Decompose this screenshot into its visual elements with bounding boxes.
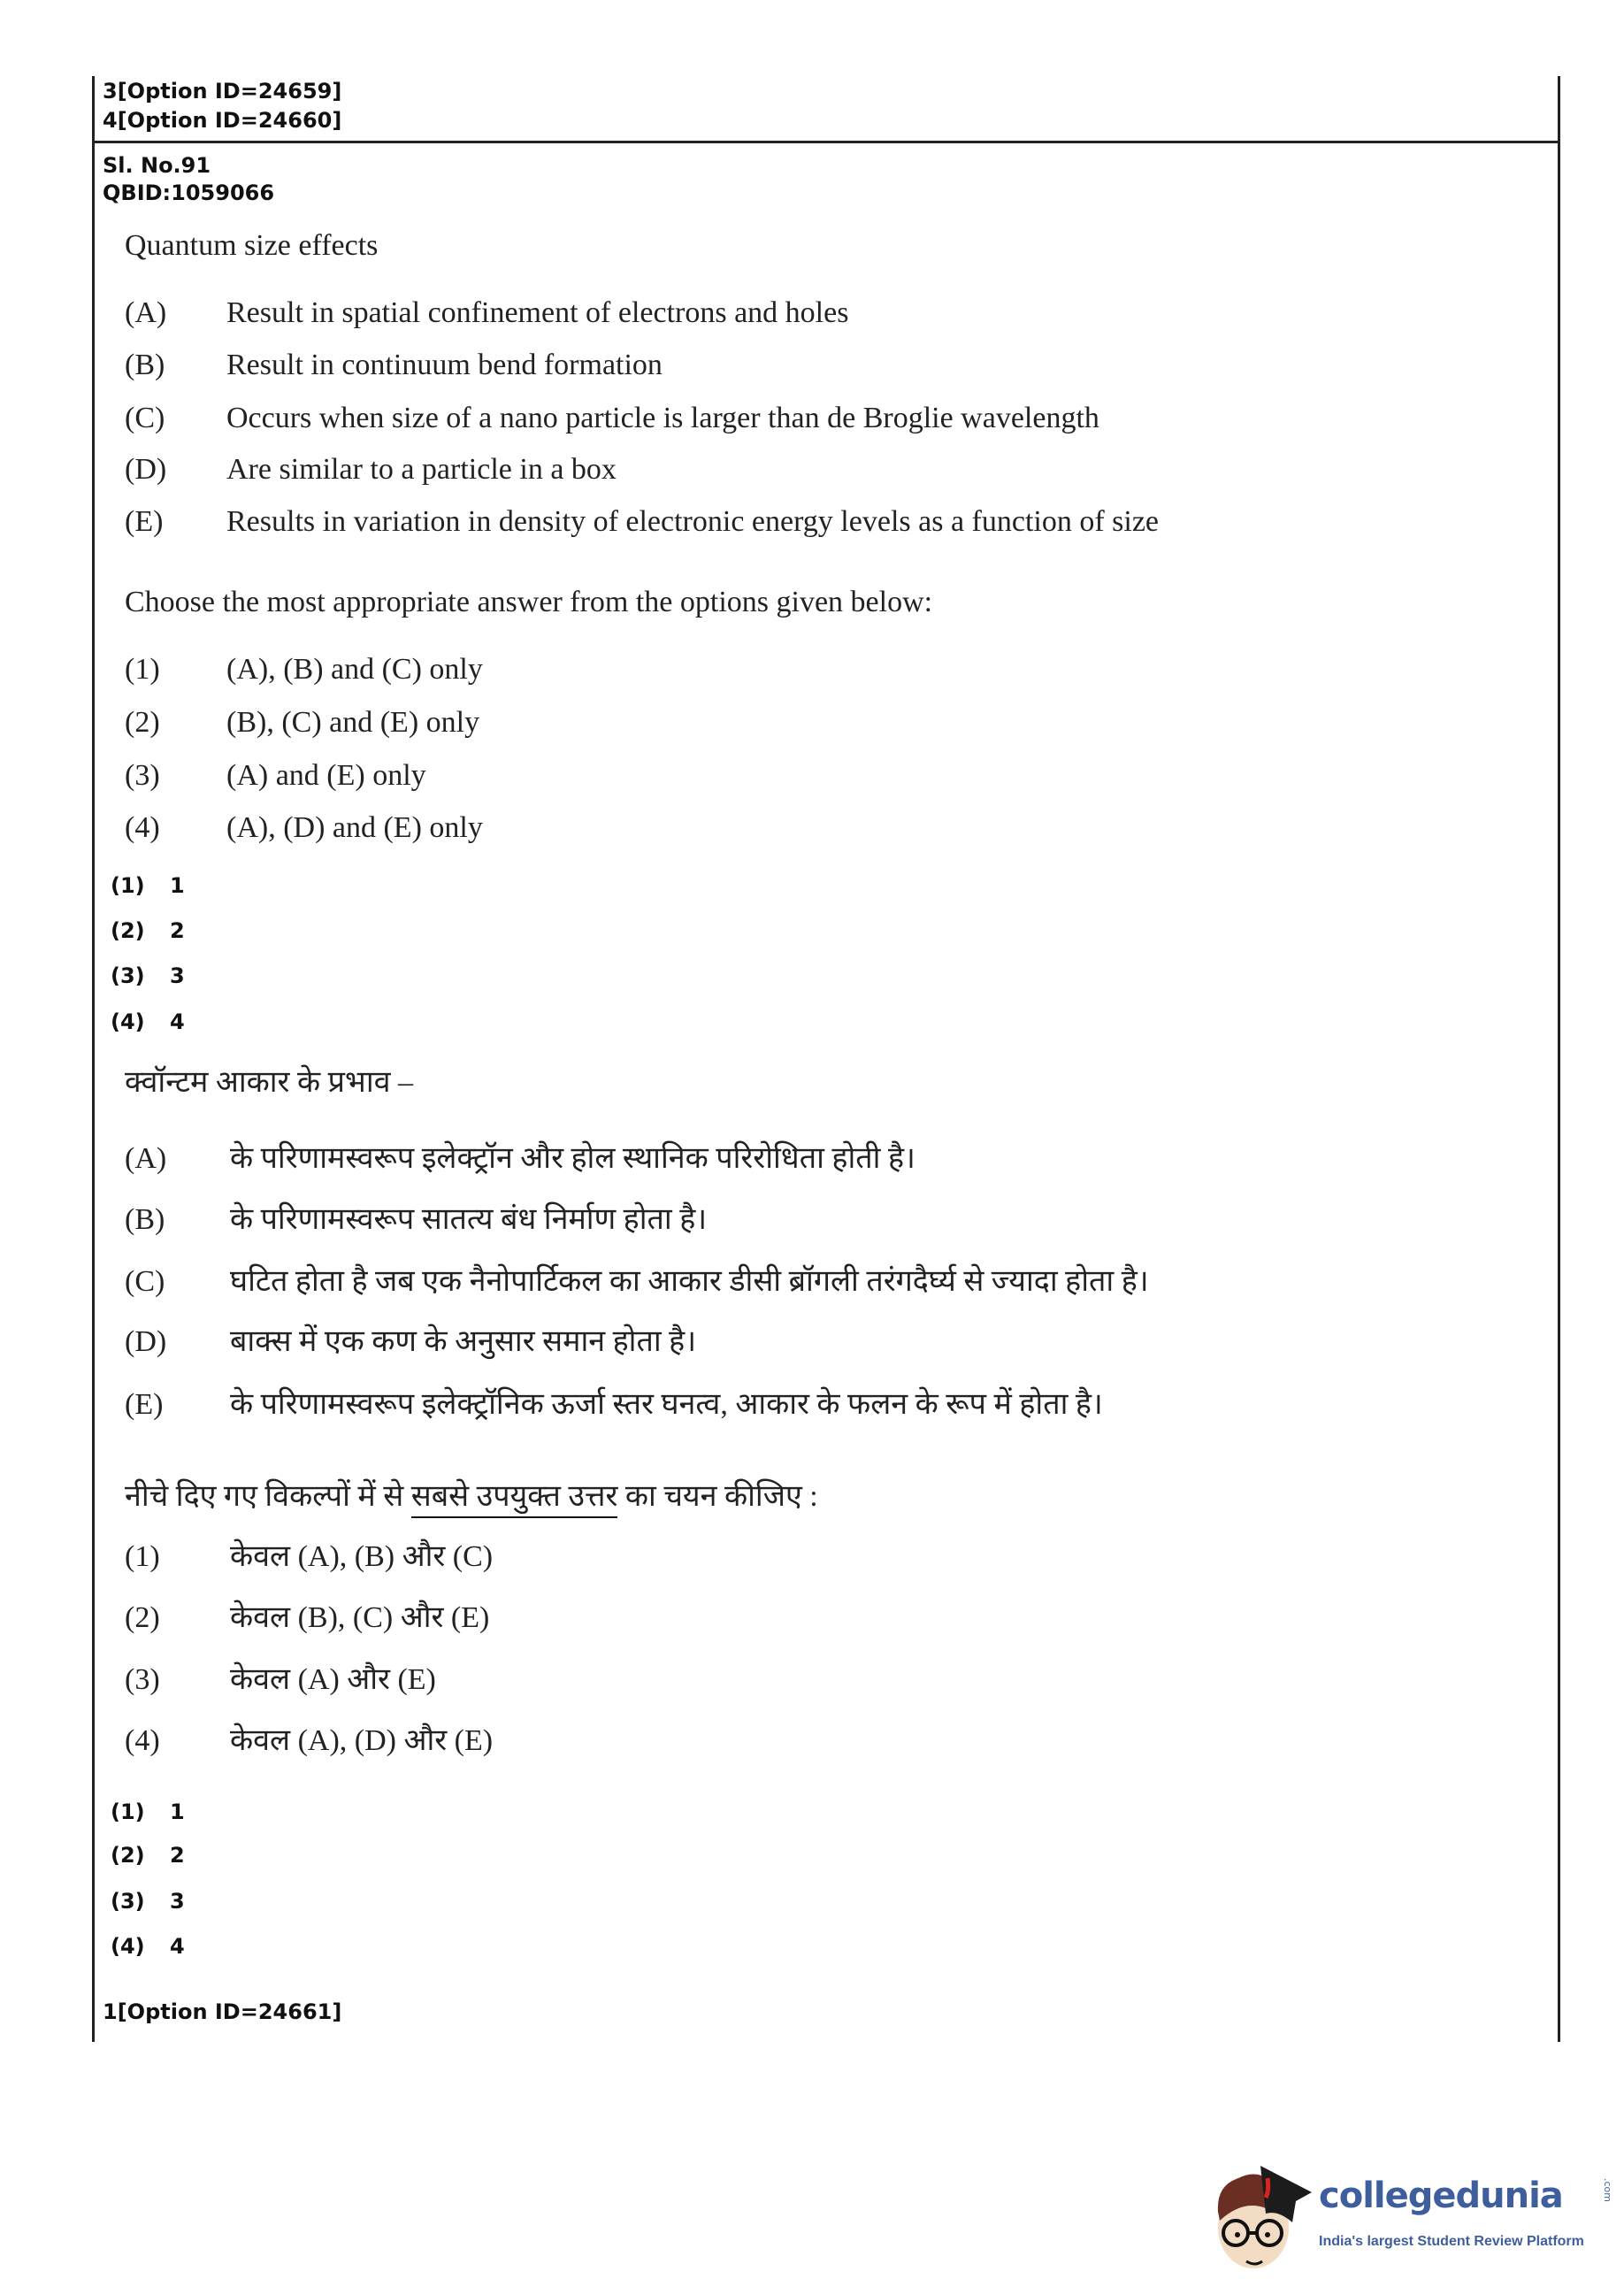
statement-label: (C): [125, 1265, 165, 1298]
statement-label: (D): [125, 1325, 167, 1358]
statement-text: के परिणामस्वरूप सातत्य बंध निर्माण होता है।: [230, 1203, 708, 1236]
choice-label: (4): [125, 1724, 160, 1757]
choice-text: केवल (A), (B) और (C): [230, 1540, 494, 1573]
answer-option-number: (1): [111, 873, 145, 898]
statement-label: (D): [125, 453, 167, 486]
statement-text: Result in continuum bend formation: [226, 349, 663, 381]
answer-option-value: 2: [170, 918, 185, 943]
answer-option-value: 1: [170, 873, 185, 898]
option-id-line: 4[Option ID=24660]: [103, 108, 342, 133]
answer-option-value: 3: [170, 963, 185, 988]
page-border-right: [1558, 76, 1560, 2042]
answer-option-number: (4): [111, 1934, 145, 1959]
choice-label: (1): [125, 1540, 160, 1573]
statement-label: (B): [125, 349, 165, 381]
choice-label: (2): [125, 1601, 160, 1634]
instruction-hi-post: का चयन कीजिए :: [617, 1480, 818, 1513]
question-divider: [92, 141, 1560, 143]
answer-option-value: 4: [170, 1934, 185, 1959]
collegedunia-logo: [1207, 2159, 1619, 2274]
choice-label: (2): [125, 706, 160, 739]
question-stem-hi: क्वॉन्टम आकार के प्रभाव –: [125, 1066, 414, 1099]
statement-text: Result in spatial confinement of electrons and holes: [226, 296, 849, 329]
choice-text: केवल (B), (C) और (E): [230, 1601, 490, 1634]
statement-label: (E): [125, 505, 164, 538]
statement-label: (A): [125, 1142, 167, 1175]
answer-option-number: (3): [111, 1889, 145, 1914]
answer-option-number: (2): [111, 1843, 145, 1868]
instruction-hi-pre: नीचे दिए गए विकल्पों में से: [125, 1480, 411, 1513]
instruction-en: Choose the most appropriate answer from the options given below:: [125, 586, 933, 618]
statement-text: Are similar to a particle in a box: [226, 453, 617, 486]
choice-label: (3): [125, 759, 160, 792]
statement-label: (E): [125, 1388, 164, 1421]
answer-option-value: 1: [170, 1799, 185, 1824]
instruction-hi: [125, 1479, 818, 1515]
answer-option-number: (3): [111, 963, 145, 988]
statement-label: (B): [125, 1203, 165, 1236]
statement-text: Occurs when size of a nano particle is larger than de Broglie wavelength: [226, 402, 1099, 434]
page-border-left: [92, 76, 95, 2042]
statement-label: (A): [125, 296, 167, 329]
logo-tagline: India's largest Student Review Platform: [1319, 2234, 1584, 2249]
statement-text: बाक्स में एक कण के अनुसार समान होता है।: [230, 1325, 697, 1358]
logo-com: .com: [1602, 2178, 1613, 2202]
instruction-hi-underlined: सबसे उपयुक्त उत्तर: [411, 1480, 618, 1518]
choice-text: केवल (A) और (E): [230, 1663, 436, 1696]
choice-text: (A), (B) and (C) only: [226, 653, 483, 686]
answer-option-number: (4): [111, 1009, 145, 1034]
logo-wordmark: collegedunia: [1319, 2175, 1563, 2216]
answer-option-value: 2: [170, 1843, 185, 1868]
question-stem-en: Quantum size effects: [125, 229, 379, 262]
choice-text: (A) and (E) only: [226, 759, 426, 792]
choice-label: (3): [125, 1663, 160, 1696]
statement-text: के परिणामस्वरूप इलेक्ट्रॉनिक ऊर्जा स्तर घनत्व, आकार के फलन के रूप में होता है।: [230, 1388, 1103, 1421]
answer-option-value: 4: [170, 1009, 185, 1034]
option-id-line: 1[Option ID=24661]: [103, 1999, 342, 2024]
statement-label: (C): [125, 402, 165, 434]
answer-option-number: (2): [111, 918, 145, 943]
choice-text: (A), (D) and (E) only: [226, 811, 483, 844]
answer-option-number: (1): [111, 1799, 145, 1824]
choice-text: केवल (A), (D) और (E): [230, 1724, 494, 1757]
statement-text: Results in variation in density of electronic energy levels as a function of size: [226, 505, 1160, 538]
serial-number: Sl. No.91: [103, 153, 211, 178]
choice-label: (1): [125, 653, 160, 686]
qbid: QBID:1059066: [103, 180, 275, 205]
choice-label: (4): [125, 811, 160, 844]
answer-option-value: 3: [170, 1889, 185, 1914]
option-id-line: 3[Option ID=24659]: [103, 79, 342, 104]
choice-text: (B), (C) and (E) only: [226, 706, 480, 739]
statement-text: के परिणामस्वरूप इलेक्ट्रॉन और होल स्थानिक परिरोधिता होती है।: [230, 1142, 915, 1175]
mascot-icon: [1207, 2159, 1314, 2274]
statement-text: घटित होता है जब एक नैनोपार्टिकल का आकार डीसी ब्रॉगली तरंगदैर्घ्य से ज्यादा होता है।: [230, 1265, 1149, 1298]
